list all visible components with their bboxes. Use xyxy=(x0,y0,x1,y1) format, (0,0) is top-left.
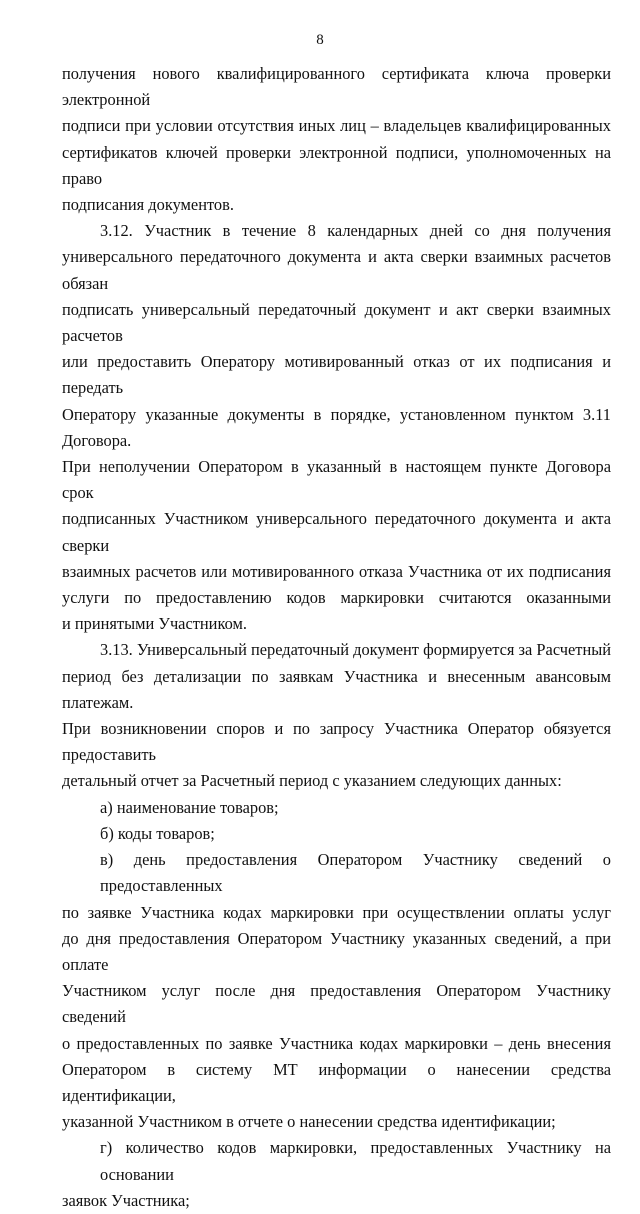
text-line: до дня предоставления Оператором Участнику указанных сведений, а при оплате xyxy=(62,928,611,974)
text-line: услуги по предоставлению кодов маркировки считаются оказанными xyxy=(62,588,611,608)
text-line: период без детализации по заявкам Участника и внесенным авансовым платежам. xyxy=(62,666,611,712)
paragraph-item-b xyxy=(62,821,611,847)
text-line: или предоставить Оператору мотивированный отказ от их подписания и передать xyxy=(62,352,611,398)
text-line: г) количество кодов маркировки, предоставленных Участнику на основании xyxy=(100,1138,611,1184)
paragraph-item-a xyxy=(62,795,611,821)
paragraph-item-g xyxy=(62,1135,611,1214)
text-line: Участником услуг после дня предоставления Оператором Участнику сведений xyxy=(62,981,611,1027)
text-line: о предоставленных по заявке Участника кодах маркировки – день внесения xyxy=(62,1033,611,1053)
text-line: взаимных расчетов или мотивированного отказа Участника от их подписания xyxy=(62,561,611,581)
text-line: При возникновении споров и по запросу Участника Оператор обязуется предоставить xyxy=(62,719,611,765)
paragraph-p3-13 xyxy=(62,637,611,794)
text-line: При неполучении Оператором в указанный в настоящем пункте Договора срок xyxy=(62,457,611,503)
text-line: подписи при условии отсутствия иных лиц – владельцев квалифицированных xyxy=(62,116,611,136)
text-line: в) день предоставления Оператором Участнику сведений о предоставленных xyxy=(100,850,611,896)
text-line: Оператором в систему МТ информации о нанесении средства идентификации, xyxy=(62,1059,611,1105)
text-line: подписания документов. xyxy=(62,195,234,215)
text-line: подписанных Участником универсального передаточного документа и акта сверки xyxy=(62,509,611,555)
page-number: 8 xyxy=(316,32,324,48)
document-body xyxy=(62,61,611,1214)
paragraph-item-v xyxy=(62,847,611,1135)
text-line: подписать универсальный передаточный документ и акт сверки взаимных расчетов xyxy=(62,299,611,346)
text-line: и принятыми Участником. xyxy=(62,614,247,634)
text-line: получения нового квалифицированного сертификата ключа проверки электронной xyxy=(62,64,611,110)
text-line: заявок Участника; xyxy=(62,1190,190,1210)
paragraph-p3-12 xyxy=(62,218,611,637)
text-line: 3.12. Участник в течение 8 календарных дней со дня получения xyxy=(100,221,611,241)
text-line: сертификатов ключей проверки электронной подписи, уполномоченных на право xyxy=(62,142,611,188)
text-line: 3.13. Универсальный передаточный документ формируется за Расчетный xyxy=(100,640,611,660)
text-line: по заявке Участника кодах маркировки при осуществлении оплаты услуг xyxy=(62,902,611,922)
text-line: а) наименование товаров; xyxy=(100,797,279,817)
text-line: б) коды товаров; xyxy=(100,823,215,843)
text-line: указанной Участником в отчете о нанесении средства идентификации; xyxy=(62,1112,556,1132)
text-line: детальный отчет за Расчетный период с указанием следующих данных: xyxy=(62,771,562,791)
text-line: универсального передаточного документа и акта сверки взаимных расчетов обязан xyxy=(62,247,611,293)
text-line: Оператору указанные документы в порядке, установленном пунктом 3.11 Договора. xyxy=(62,404,611,450)
paragraph-cont xyxy=(62,61,611,218)
